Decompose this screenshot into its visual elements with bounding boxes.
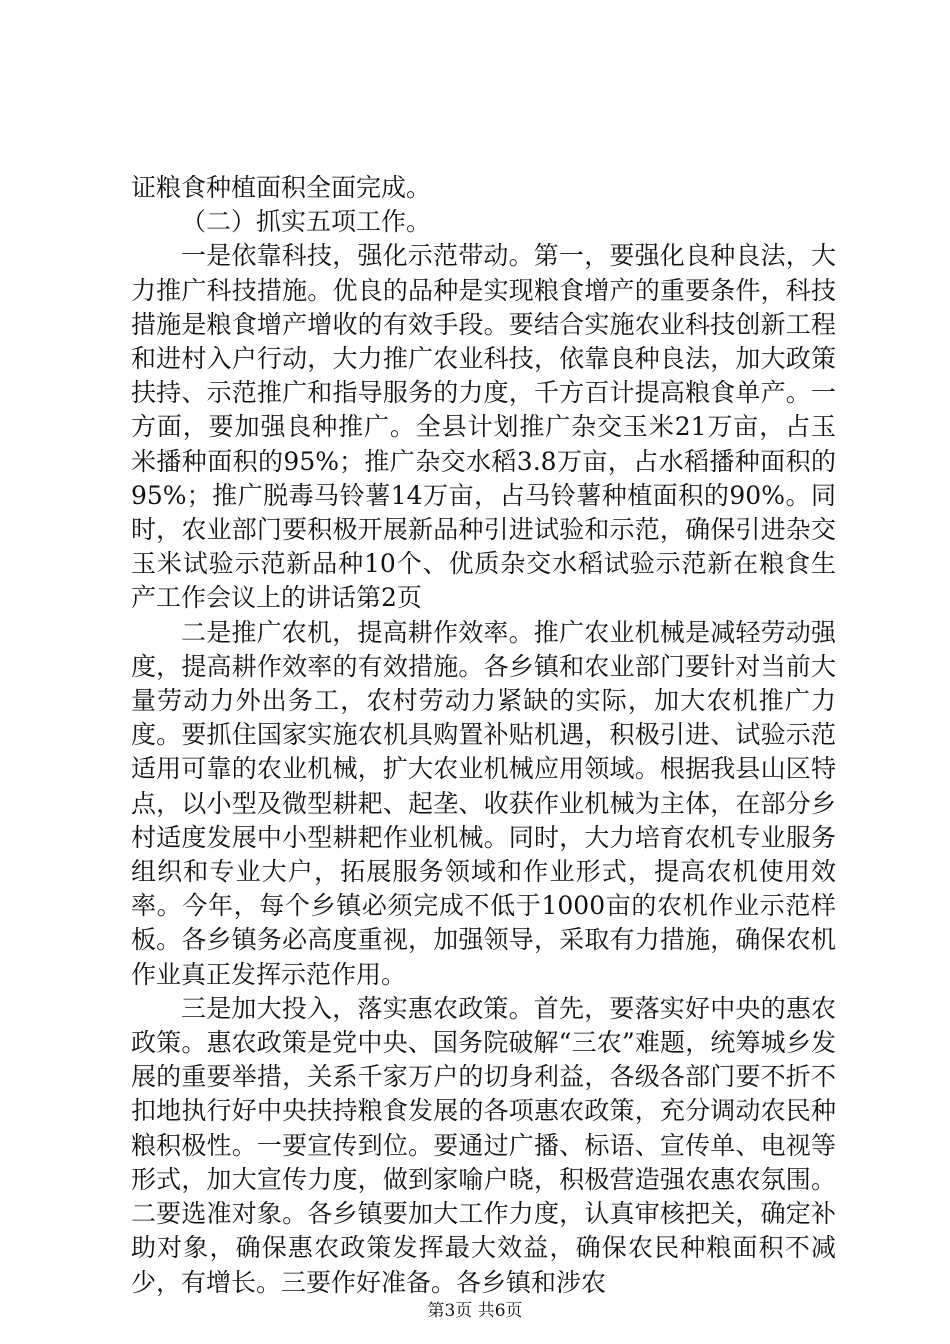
section-heading: （二）抓实五项工作。 [181,207,432,237]
paragraph-continuation: 证粮食种植面积全面完成。 [131,173,432,202]
paragraph-technology: 一是依靠科技，强化示范带动。第一，要强化良种良法，大力推广科技措施。优良的品种是实现粮食增产的重要条件，科技措施是粮食增产增收的有效手段。要结合实施农业科技创新工程和进村入户行动，大力推广农业科技，依靠良种良法，加大政策扶持、示范推广和指导服务的力度，千方百计提高粮食单产。一方面，要加强良种推广。全县计划推广杂交玉米21万亩，占玉米播种面积的95%；推广杂交水稻3.8万亩，占水稻播种面积的95%；推广脱毒马铃薯14万亩，占马铃薯种植面积的90%。同时，农业部门要积极开展新品种引进试验和示范，确保引进杂交玉米试验示范新品种10个、优质杂交水稻试验示范新在粮食生产工作会议上的讲话第2页 [131,241,836,613]
page-number-footer: 第3页 共6页 [427,1301,523,1321]
paragraph-machinery: 二是推广农机，提高耕作效率。推广农业机械是减轻劳动强度，提高耕作效率的有效措施。各乡镇和农业部门要针对当前大量劳动力外出务工，农村劳动力紧缺的实际，加大农机推广力度。要抓住国家实施农机具购置补贴机遇，积极引进、试验示范适用可靠的农业机械，扩大农业机械应用领域。根据我县山区特点，以小型及微型耕耙、起垄、收获作业机械为主体，在部分乡村适度发展中小型耕耙作业机械。同时，大力培育农机专业服务组织和专业大户，拓展服务领域和作业形式，提高农机使用效率。今年，每个乡镇必须完成不低于1000亩的农机作业示范样板。各乡镇务必高度重视，加强领导，采取有力措施，确保农机作业真正发挥示范作用。 [131,617,836,989]
document-body [131,171,836,1300]
paragraph-policy: 三是加大投入，落实惠农政策。首先，要落实好中央的惠农政策。惠农政策是党中央、国务院破解“三农”难题，统筹城乡发展的重要举措，关系千家万户的切身利益，各级各部门要不折不扣地执行好中央扶持粮食发展的各项惠农政策，充分调动农民种粮积极性。一要宣传到位。要通过广播、标语、宣传单、电视等形式，加大宣传力度，做到家喻户晓，积极营造强农惠农氛围。二要选准对象。各乡镇要加大工作力度，认真审核把关，确定补助对象，确保惠农政策发挥最大效益，确保农民种粮面积不减少，有增长。三要作好准备。各乡镇和涉农 [131,993,836,1297]
